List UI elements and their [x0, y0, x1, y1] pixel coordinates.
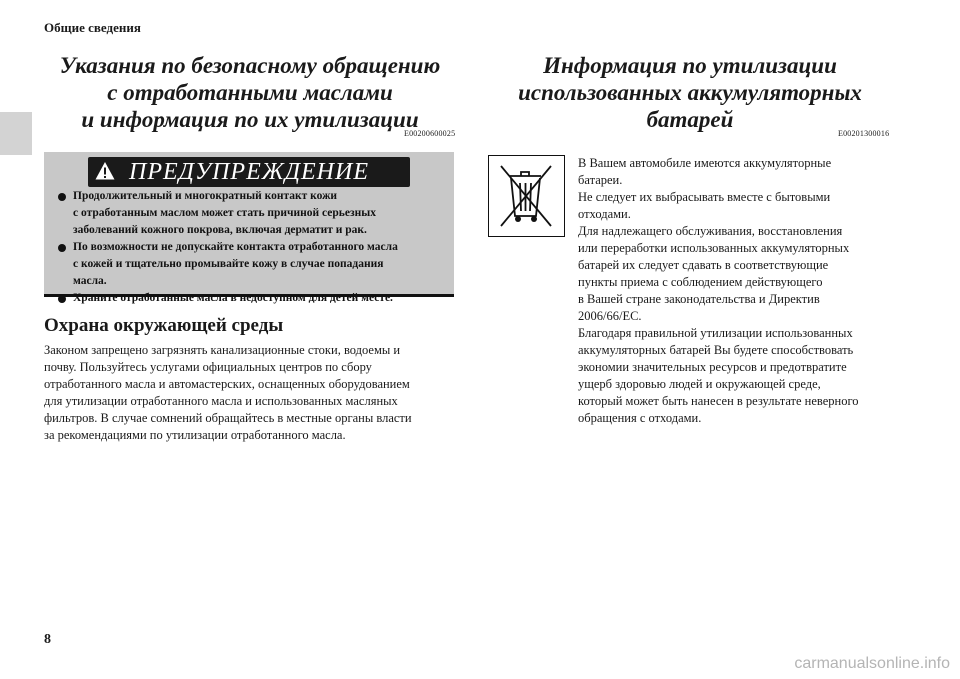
page-number: 8 — [44, 632, 51, 647]
body-line: Для надлежащего обслуживания, восстановления — [578, 224, 843, 238]
warning-triangle-icon — [95, 161, 115, 181]
warning-line: с кожей и тщательно промывайте кожу в случае попадания — [73, 258, 384, 270]
battery-body — [578, 155, 898, 427]
battery-disposal-title — [480, 52, 900, 133]
warning-item — [54, 188, 446, 239]
title-line: с отработанными маслами — [107, 80, 393, 105]
warning-label: ПРЕДУПРЕЖДЕНИЕ — [129, 159, 369, 185]
body-line: В Вашем автомобиле имеются аккумуляторные — [578, 156, 832, 170]
body-line: аккумуляторных батарей Вы будете способствовать — [578, 343, 854, 357]
body-line: экономии значительных ресурсов и предотвратите — [578, 360, 847, 374]
crossed-out-wheelie-bin-icon — [488, 155, 565, 237]
body-line: за рекомендациями по утилизации отработанного масла. — [44, 428, 346, 442]
body-line: почву. Пользуйтесь услугами официальных центров по сбору — [44, 360, 372, 374]
oil-safety-title — [30, 52, 470, 133]
body-line: который может быть нанесен в результате неверного — [578, 394, 859, 408]
warning-box — [44, 152, 454, 304]
section-header: Общие сведения — [44, 20, 141, 35]
warning-line: масла. — [73, 275, 107, 287]
body-line: Законом запрещено загрязнять канализационные стоки, водоемы и — [44, 343, 401, 357]
body-line: 2006/66/EC. — [578, 309, 642, 323]
body-line: пункты приема с соблюдением действующего — [578, 275, 823, 289]
warning-item — [54, 239, 446, 290]
warning-list — [54, 188, 446, 307]
bullet-icon — [58, 193, 66, 201]
title-line: использованных аккумуляторных — [518, 80, 862, 105]
title-line: Указания по безопасному обращению — [59, 53, 441, 78]
body-line: или переработки использованных аккумуляторных — [578, 241, 850, 255]
body-line: в Вашей стране законодательства и Директив — [578, 292, 820, 306]
body-line: батареи. — [578, 173, 623, 187]
warning-line: с отработанным маслом может стать причиной серьезных — [73, 207, 376, 219]
body-line: отработанного масла и автомастерских, оснащенных оборудованием — [44, 377, 410, 391]
body-line: отходами. — [578, 207, 631, 221]
section-code: E00200600025 — [404, 129, 456, 138]
bullet-icon — [58, 295, 66, 303]
title-line: Информация по утилизации — [543, 53, 837, 78]
body-line: фильтров. В случае сомнений обращайтесь в местные органы власти — [44, 411, 412, 425]
body-line: для утилизации отработанного масла и использованных масляных — [44, 394, 398, 408]
title-line: батарей — [646, 107, 734, 132]
side-tab — [0, 112, 32, 155]
warning-line: заболеваний кожного покрова, включая дерматит и рак. — [73, 224, 367, 236]
warning-line: По возможности не допускайте контакта отработанного масла — [73, 241, 398, 253]
environment-heading: Охрана окружающей среды — [44, 315, 284, 336]
title-line: и информация по их утилизации — [81, 107, 419, 132]
warning-header — [88, 157, 410, 187]
body-line: батарей их следует сдавать в соответствующие — [578, 258, 829, 272]
body-line: обращения с отходами. — [578, 411, 702, 425]
environment-body — [44, 342, 456, 444]
bullet-icon — [58, 244, 66, 252]
warning-line: Храните отработанные масла в недоступном для детей месте. — [73, 292, 393, 304]
body-line: ущерб здоровью людей и окружающей среде, — [578, 377, 821, 391]
body-line: Не следует их выбрасывать вместе с бытовыми — [578, 190, 831, 204]
warning-item — [54, 290, 446, 307]
body-line: Благодаря правильной утилизации использованных — [578, 326, 853, 340]
section-code: E00201300016 — [838, 129, 890, 138]
warning-line: Продолжительный и многократный контакт кожи — [73, 190, 338, 202]
watermark: carmanualsonline.info — [794, 655, 950, 672]
